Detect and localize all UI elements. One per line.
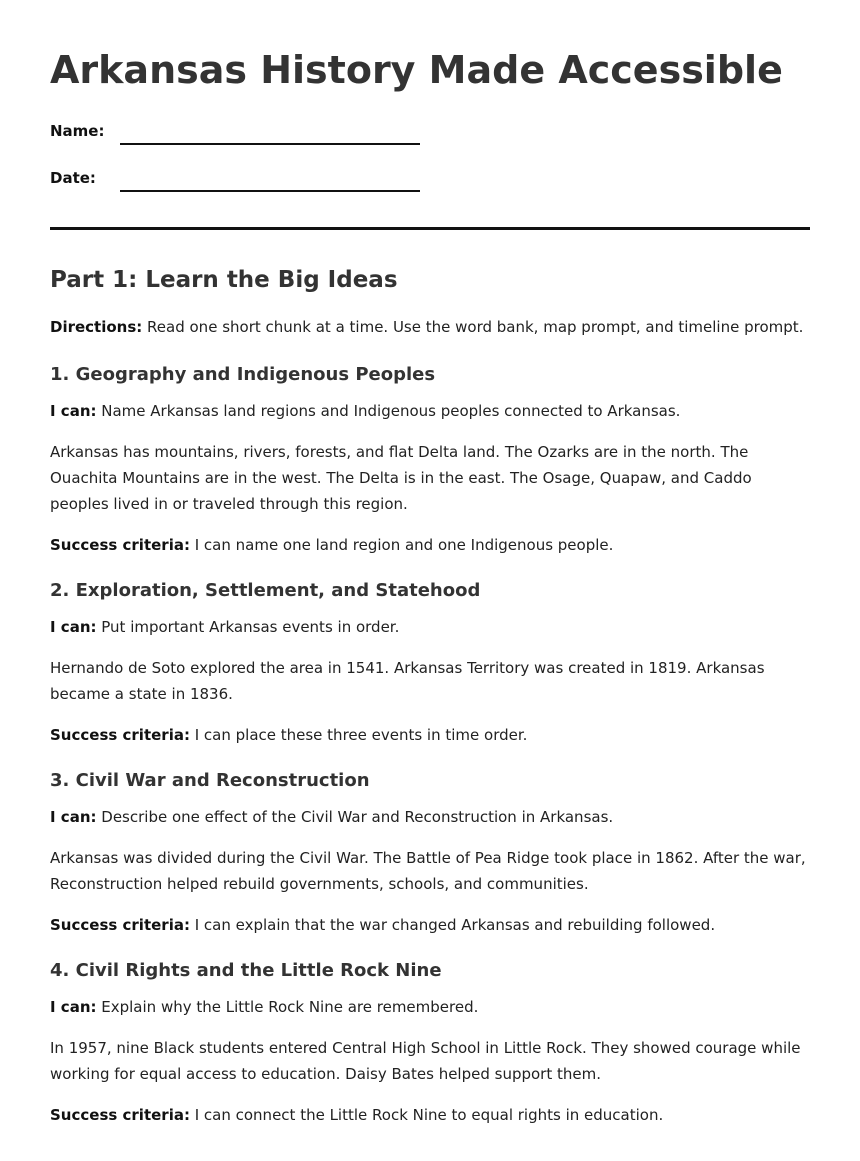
success-text: I can name one land region and one Indigenous people. [189,536,614,554]
i-can-text: Name Arkansas land regions and Indigenous peoples connected to Arkansas. [96,402,681,420]
section-civil-war [50,768,815,938]
i-can-label: I can: [50,808,97,826]
i-can-text: Describe one effect of the Civil War and Reconstruction in Arkansas. [96,808,614,826]
name-field[interactable] [50,122,450,152]
i-can-statement [50,398,815,424]
section-geography [50,362,815,558]
success-text: I can place these three events in time order. [189,726,528,744]
header-divider [50,227,810,230]
date-label: Date: [50,169,96,187]
i-can-statement [50,614,815,640]
success-label: Success criteria: [50,726,190,744]
page-title: Arkansas History Made Accessible [50,48,783,92]
section-body: In 1957, nine Black students entered Central High School in Little Rock. They showed courage while working for equal access to education. Daisy Bates helped support them. [50,1039,801,1083]
i-can-text: Explain why the Little Rock Nine are remembered. [96,998,479,1016]
success-text: I can explain that the war changed Arkansas and rebuilding followed. [189,916,716,934]
section-heading: 3. Civil War and Reconstruction [50,770,370,791]
part1-content [50,264,815,1148]
section-heading: 2. Exploration, Settlement, and Statehood [50,580,481,601]
section-statehood [50,578,815,748]
i-can-label: I can: [50,402,97,420]
section-heading: 1. Geography and Indigenous Peoples [50,364,436,385]
i-can-statement [50,804,815,830]
success-criteria [50,722,815,748]
date-input-line[interactable] [120,190,420,192]
i-can-label: I can: [50,998,97,1016]
success-label: Success criteria: [50,1106,190,1124]
directions-label: Directions: [50,318,143,336]
section-body: Arkansas has mountains, rivers, forests, and flat Delta land. The Ozarks are in the north. The Ouachita Mountains are in the west. The Delta is in the east. The Osage, Quapaw, and Caddo peoples lived in or traveled through this region. [50,443,752,513]
success-label: Success criteria: [50,916,190,934]
directions [50,314,815,340]
i-can-text: Put important Arkansas events in order. [96,618,400,636]
success-text: I can connect the Little Rock Nine to equal rights in education. [189,1106,664,1124]
section-civil-rights [50,958,815,1128]
name-input-line[interactable] [120,143,420,145]
i-can-label: I can: [50,618,97,636]
section-heading: 4. Civil Rights and the Little Rock Nine [50,960,442,981]
directions-text: Read one short chunk at a time. Use the word bank, map prompt, and timeline prompt. [142,318,804,336]
success-criteria [50,1102,815,1128]
name-label: Name: [50,122,105,140]
section-body: Arkansas was divided during the Civil War. The Battle of Pea Ridge took place in 1862. After the war, Reconstruction helped rebuild governments, schools, and communities. [50,849,806,893]
success-criteria [50,912,815,938]
success-label: Success criteria: [50,536,190,554]
i-can-statement [50,994,815,1020]
part1-heading: Part 1: Learn the Big Ideas [50,267,398,293]
success-criteria [50,532,815,558]
date-field[interactable] [50,169,450,199]
section-body: Hernando de Soto explored the area in 1541. Arkansas Territory was created in 1819. Arkansas became a state in 1836. [50,659,765,703]
